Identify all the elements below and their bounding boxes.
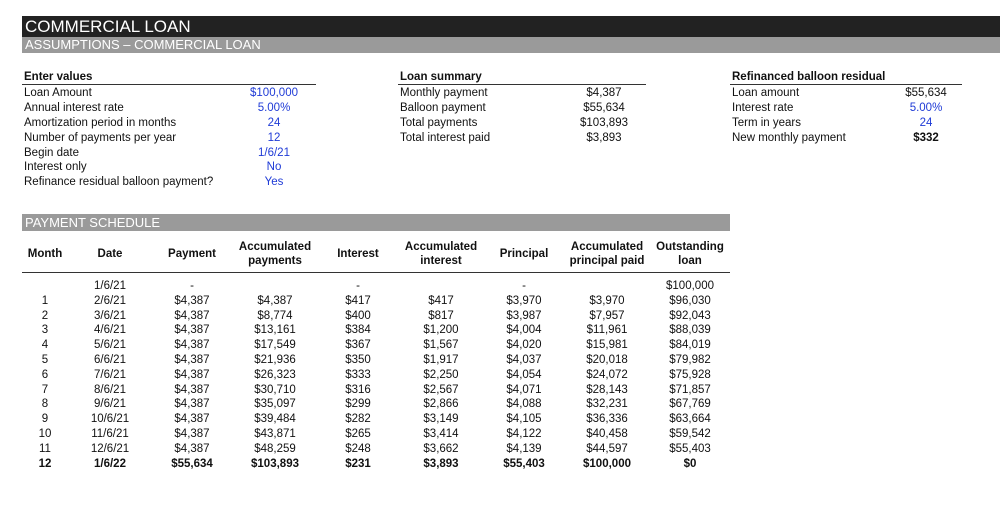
row-value[interactable]: 5.00% — [257, 101, 291, 114]
table-cell: $55,403 — [503, 457, 545, 470]
table-row — [22, 368, 730, 383]
table-cell — [564, 273, 650, 294]
row-label: Total interest paid — [400, 131, 491, 144]
row-value[interactable]: $100,000 — [250, 87, 298, 99]
table-cell: $75,928 — [669, 368, 711, 381]
table-cell: $24,072 — [586, 368, 628, 381]
table-cell: $299 — [345, 398, 371, 411]
row-label: Amortization period in months — [24, 116, 177, 129]
table-row — [22, 309, 730, 324]
refinanced-row — [730, 86, 962, 101]
table-row — [22, 442, 730, 457]
table-cell: - — [190, 280, 194, 292]
table-cell: $20,018 — [586, 353, 628, 366]
loan-summary-row — [398, 101, 646, 116]
refinanced-row — [730, 131, 962, 146]
table-cell: $4,139 — [506, 442, 542, 455]
table-cell: $3,414 — [423, 427, 459, 440]
table-cell: $4,088 — [506, 398, 542, 411]
table-cell: 8 — [41, 398, 49, 411]
table-row — [22, 427, 730, 442]
column-header: Month — [22, 236, 68, 273]
row-value[interactable]: 5.00% — [909, 101, 943, 114]
table-cell: $4,387 — [174, 353, 210, 366]
table-cell: 7 — [41, 383, 49, 396]
row-label: New monthly payment — [732, 131, 846, 144]
table-cell: $35,097 — [254, 398, 296, 411]
row-value[interactable]: $3,893 — [586, 131, 622, 144]
refinanced-row — [730, 101, 962, 116]
loan-summary-row — [398, 131, 646, 146]
row-label: Total payments — [400, 116, 478, 129]
table-cell: 5/6/21 — [94, 339, 126, 352]
table-cell: $4,122 — [506, 427, 542, 440]
table-cell: $67,769 — [669, 398, 711, 411]
table-cell: $2,567 — [423, 383, 459, 396]
row-value[interactable]: 24 — [267, 116, 281, 129]
row-label: Monthly payment — [400, 87, 488, 99]
table-cell: 12 — [38, 457, 52, 470]
column-header: Date — [68, 236, 152, 273]
table-cell: $4,037 — [506, 353, 542, 366]
table-cell: $26,323 — [254, 368, 296, 381]
table-cell: $43,871 — [254, 427, 296, 440]
row-label: Interest only — [24, 161, 87, 174]
table-cell: $3,970 — [589, 294, 625, 307]
enter-values-row — [22, 160, 316, 175]
column-header: Interest — [318, 236, 398, 273]
table-cell — [22, 273, 68, 294]
column-header: Principal — [484, 236, 564, 273]
table-cell: 12/6/21 — [90, 442, 130, 455]
row-value[interactable]: $55,634 — [583, 101, 625, 114]
row-label: Number of payments per year — [24, 131, 177, 144]
table-cell: $44,597 — [586, 442, 628, 455]
table-cell: $63,664 — [669, 413, 711, 426]
table-cell: $36,336 — [586, 413, 628, 426]
table-cell: 3 — [41, 324, 49, 337]
table-cell: $79,982 — [669, 353, 711, 366]
table-row — [22, 353, 730, 368]
row-value[interactable]: 24 — [919, 116, 933, 129]
table-cell: $13,161 — [254, 324, 296, 337]
table-cell: $231 — [345, 457, 371, 470]
table-cell: 5 — [41, 353, 49, 366]
table-cell: $96,030 — [669, 294, 711, 307]
table-cell: $2,250 — [423, 368, 459, 381]
row-label: Loan Amount — [24, 87, 92, 99]
table-cell: $48,259 — [254, 442, 296, 455]
table-cell: $32,231 — [586, 398, 628, 411]
row-value[interactable]: No — [266, 161, 282, 174]
table-cell: $417 — [428, 294, 454, 307]
loan-summary-row — [398, 116, 646, 131]
table-row — [22, 338, 730, 353]
table-cell: - — [522, 280, 526, 292]
row-value[interactable]: 12 — [267, 131, 281, 144]
table-cell: 11 — [39, 442, 51, 455]
table-cell: $3,149 — [423, 413, 459, 426]
loan-summary-header: Loan summary — [398, 70, 646, 85]
table-cell: - — [356, 280, 360, 292]
table-cell: $30,710 — [254, 383, 296, 396]
table-cell: $1,567 — [423, 339, 459, 352]
enter-values-row — [22, 86, 316, 101]
table-row — [22, 294, 730, 309]
table-cell: $4,387 — [257, 294, 293, 307]
table-cell: $4,387 — [174, 368, 210, 381]
row-label: Interest rate — [732, 101, 794, 114]
table-cell: 9/6/21 — [94, 398, 126, 411]
table-cell: 2 — [41, 309, 49, 322]
table-cell: $88,039 — [669, 324, 711, 337]
table-cell: 3/6/21 — [94, 309, 126, 322]
table-cell: $1,200 — [423, 324, 459, 337]
table-cell: $4,387 — [174, 324, 210, 337]
table-cell: $367 — [345, 339, 371, 352]
refinanced-header: Refinanced balloon residual — [730, 70, 962, 85]
row-value[interactable]: Yes — [264, 176, 284, 189]
table-cell: $4,387 — [174, 294, 210, 307]
table-cell: 1 — [41, 294, 49, 307]
table-cell: 10 — [38, 427, 52, 440]
loan-summary-section — [398, 70, 646, 146]
table-row — [22, 397, 730, 412]
table-cell: $4,387 — [174, 383, 210, 396]
row-label: Refinance residual balloon payment? — [24, 176, 214, 189]
row-value[interactable]: $4,387 — [586, 87, 622, 99]
table-cell: $316 — [345, 383, 371, 396]
column-header: Accumulated payments — [232, 236, 318, 273]
table-cell: $4,387 — [174, 442, 210, 455]
row-label: Balloon payment — [400, 101, 486, 114]
table-cell: 4/6/21 — [94, 324, 126, 337]
table-cell: $4,105 — [506, 413, 542, 426]
table-cell: $55,403 — [669, 442, 711, 455]
payment-schedule-header: PAYMENT SCHEDULE — [22, 214, 730, 231]
table-cell: $333 — [345, 368, 371, 381]
table-cell: $1,917 — [423, 353, 459, 366]
enter-values-row — [22, 101, 316, 116]
table-row — [22, 412, 730, 427]
loan-summary-row — [398, 86, 646, 101]
table-cell: $3,970 — [506, 294, 542, 307]
table-cell: $92,043 — [669, 309, 711, 322]
table-cell — [232, 273, 318, 294]
schedule-header-row — [22, 236, 730, 273]
payment-schedule-table — [22, 236, 730, 471]
table-cell: 10/6/21 — [90, 413, 130, 426]
row-label: Annual interest rate — [24, 101, 124, 114]
table-cell: 7/6/21 — [94, 368, 126, 381]
enter-values-row — [22, 146, 316, 161]
table-cell: $55,634 — [171, 457, 213, 470]
table-cell: $11,961 — [586, 324, 628, 337]
table-cell: $59,542 — [669, 427, 711, 440]
table-cell: $417 — [345, 294, 371, 307]
table-cell: $282 — [345, 413, 371, 426]
table-cell: $4,387 — [174, 413, 210, 426]
table-cell: 1/6/22 — [94, 457, 126, 470]
row-value[interactable]: $55,634 — [905, 87, 947, 99]
table-cell: $4,387 — [174, 427, 210, 440]
table-cell: 6/6/21 — [94, 353, 126, 366]
row-label: Loan amount — [732, 87, 800, 99]
row-value[interactable]: $332 — [913, 131, 939, 144]
table-cell: $400 — [345, 309, 371, 322]
table-cell: $2,866 — [423, 398, 459, 411]
table-cell — [398, 273, 484, 294]
table-cell: $4,020 — [506, 339, 542, 352]
enter-values-section — [22, 70, 316, 190]
table-cell: $350 — [345, 353, 371, 366]
table-cell: $21,936 — [254, 353, 296, 366]
row-value[interactable]: 1/6/21 — [258, 146, 290, 159]
column-header: Accumulated interest — [398, 236, 484, 273]
table-cell: 1/6/21 — [94, 280, 126, 292]
column-header: Payment — [152, 236, 232, 273]
table-cell: $100,000 — [666, 280, 714, 292]
table-cell: $4,071 — [506, 383, 542, 396]
table-cell: 6 — [41, 368, 49, 381]
enter-values-row — [22, 116, 316, 131]
assumptions-header: ASSUMPTIONS – COMMERCIAL LOAN — [22, 37, 1000, 53]
table-cell: $3,987 — [506, 309, 542, 322]
table-cell: $4,387 — [174, 309, 210, 322]
column-header: Accumulated principal paid — [564, 236, 650, 273]
table-cell: $71,857 — [669, 383, 711, 396]
table-row — [22, 323, 730, 338]
table-cell: 4 — [41, 339, 49, 352]
table-cell: $100,000 — [583, 457, 631, 470]
column-header: Outstanding loan — [650, 236, 730, 273]
table-cell: $4,387 — [174, 398, 210, 411]
enter-values-row — [22, 131, 316, 146]
enter-values-header: Enter values — [22, 70, 316, 85]
table-row — [22, 457, 730, 472]
row-label: Begin date — [24, 146, 79, 159]
refinanced-section — [730, 70, 962, 146]
table-cell: $4,387 — [174, 339, 210, 352]
table-row — [22, 383, 730, 398]
table-cell: 2/6/21 — [94, 294, 126, 307]
table-cell: $15,981 — [586, 339, 628, 352]
table-cell: $265 — [345, 427, 371, 440]
table-cell: $248 — [345, 442, 371, 455]
table-cell: 9 — [41, 413, 49, 426]
table-cell: $0 — [683, 457, 697, 470]
sheet-title: COMMERCIAL LOAN — [22, 16, 1000, 37]
table-cell: $4,004 — [506, 324, 542, 337]
table-cell: $40,458 — [586, 427, 628, 440]
table-cell: $7,957 — [589, 309, 625, 322]
table-cell: $103,893 — [251, 457, 299, 470]
table-cell: $8,774 — [257, 309, 293, 322]
table-cell: 8/6/21 — [94, 383, 126, 396]
row-value[interactable]: $103,893 — [580, 116, 628, 129]
refinanced-row — [730, 116, 962, 131]
table-cell: $817 — [428, 309, 454, 322]
table-row — [22, 273, 730, 294]
table-cell: $3,662 — [423, 442, 459, 455]
enter-values-row — [22, 175, 316, 190]
table-cell: 11/6/21 — [91, 427, 129, 440]
table-cell: $28,143 — [586, 383, 628, 396]
table-cell: $4,054 — [506, 368, 542, 381]
table-cell: $384 — [345, 324, 371, 337]
table-cell: $3,893 — [423, 457, 459, 470]
table-cell: $84,019 — [669, 339, 711, 352]
row-label: Term in years — [732, 116, 802, 129]
table-cell: $17,549 — [254, 339, 296, 352]
table-cell: $39,484 — [254, 413, 296, 426]
